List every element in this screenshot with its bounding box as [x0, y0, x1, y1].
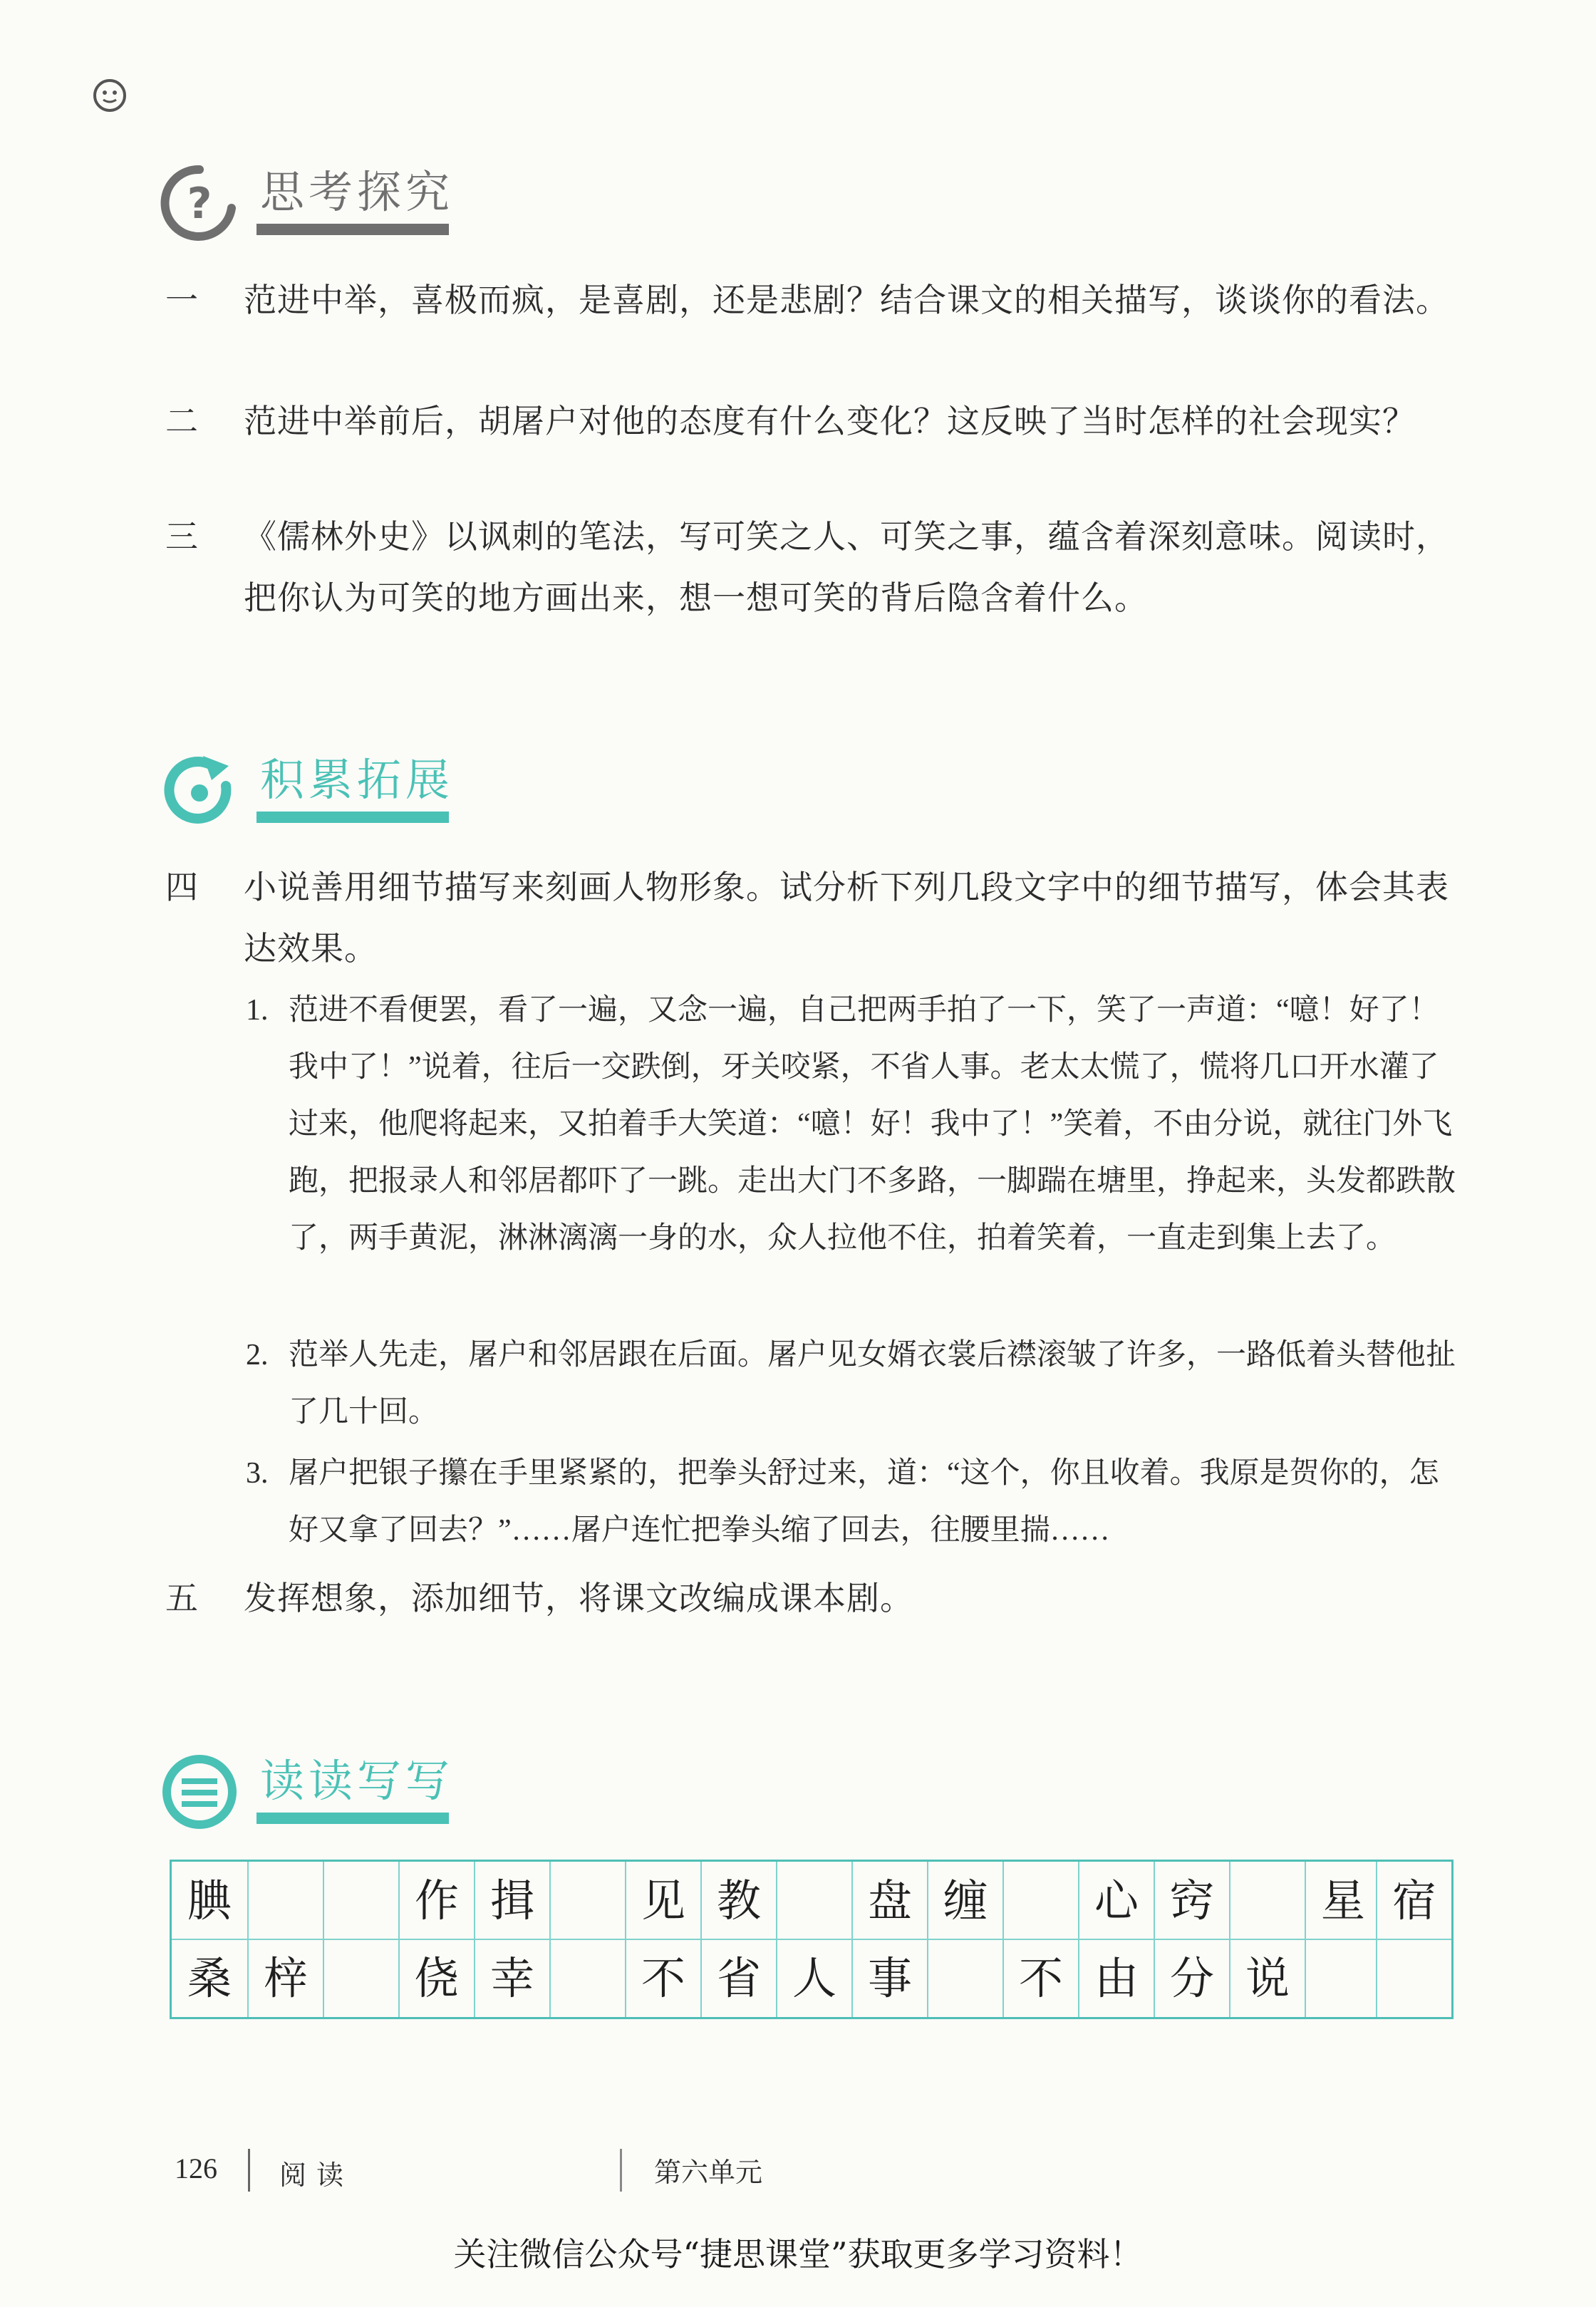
vocab-cell: 侥: [398, 1939, 474, 2017]
vocab-cell: 幸: [474, 1939, 549, 2017]
vocab-cell: 揖: [474, 1862, 549, 1939]
section-underline: [256, 812, 449, 823]
vocab-cell: [776, 1862, 851, 1939]
vocab-cell: [549, 1939, 625, 2017]
excerpt-2: 2. 范举人先走，屠户和邻居跟在后面。屠户见女婿衣裳后襟滚皱了许多，一路低着头替他扯了几十回。: [246, 1339, 1456, 1429]
section-header-readwrite: [160, 1753, 531, 1838]
footer-divider: [248, 2149, 250, 2192]
footer-section-label: 阅读: [279, 2160, 354, 2191]
vocab-cell: [323, 1862, 398, 1939]
vocab-cell: 盘: [851, 1862, 927, 1939]
svg-text:?: ?: [187, 179, 212, 229]
vocab-cell: 说: [1229, 1939, 1305, 2017]
vocab-cell: 梓: [247, 1939, 323, 2017]
vocab-cell: [1229, 1862, 1305, 1939]
vocab-cell: [1002, 1862, 1078, 1939]
vocab-cell: 由: [1078, 1939, 1154, 2017]
section-title-accumulate: 积累拓展: [260, 754, 455, 806]
question-3: 三 《儒林外史》以讽刺的笔法，写可笑之人、可笑之事，蕴含着深刻意味。阅读时，把你认为可笑的地方画出来，想一想可笑的背后隐含着什么。: [165, 517, 1449, 617]
footer-divider: [620, 2149, 622, 2192]
question-5: 五 发挥想象，添加细节，将课文改编成课本剧。: [165, 1579, 913, 1617]
vocab-cell: 星: [1305, 1862, 1380, 1939]
page-number: 126: [175, 2152, 217, 2184]
vocab-row-1: [172, 1862, 1451, 1939]
section-header-think: [160, 164, 531, 249]
question-icon: [160, 164, 239, 242]
question-4: 四 小说善用细节描写来刻画人物形象。试分析下列几段文字中的细节描写，体会其表达效果。: [165, 868, 1449, 968]
excerpt-3: 3. 屠户把银子攥在手里紧紧的，把拳头舒过来，道：“这个，你且收着。我原是贺你的，怎好又拿了回去？”……屠户连忙把拳头缩了回去，往腰里揣……: [246, 1457, 1439, 1547]
vocab-cell: 窍: [1154, 1862, 1229, 1939]
vocab-cell: [247, 1862, 323, 1939]
section-title-think: 思考探究: [260, 166, 455, 218]
vocab-cell: 不: [1002, 1939, 1078, 2017]
vocab-cell: 见: [625, 1862, 700, 1939]
list-lines-icon: [160, 1753, 239, 1831]
question-1: 一 范进中举，喜极而疯，是喜剧，还是悲剧？结合课文的相关描写，谈谈你的看法。: [165, 281, 1449, 319]
section-underline: [256, 1813, 449, 1824]
vocab-cell: [323, 1939, 398, 2017]
question-2: 二 范进中举前后，胡屠户对他的态度有什么变化？这反映了当时怎样的社会现实？: [165, 402, 1416, 440]
vocab-cell: [927, 1939, 1002, 2017]
vocab-row-2: [172, 1939, 1451, 2017]
section-title-readwrite: 读读写写: [260, 1755, 455, 1807]
vocab-cell: 腆: [187, 1875, 232, 1927]
vocab-cell: 宿: [1376, 1862, 1451, 1939]
vocab-cell: 桑: [187, 1952, 232, 2004]
vocab-cell: 作: [398, 1862, 474, 1939]
vocab-cell: [1376, 1939, 1451, 2017]
vocab-cell: [1305, 1939, 1380, 2017]
promo-text: 关注微信公众号“捷思课堂”获取更多学习资料！: [453, 2235, 1143, 2274]
footer-unit-label: 第六单元: [654, 2157, 763, 2188]
smiley-icon: [91, 77, 128, 114]
vocab-cell: [549, 1862, 625, 1939]
vocab-cell: 分: [1154, 1939, 1229, 2017]
vocab-cell: 不: [625, 1939, 700, 2017]
vocab-cell: 事: [851, 1939, 927, 2017]
vocab-cell: 省: [700, 1939, 776, 2017]
vocab-cell: 教: [700, 1862, 776, 1939]
section-header-accumulate: [160, 752, 531, 837]
excerpt-1: 1. 范进不看便罢，看了一遍，又念一遍，自己把两手拍了一下，笑了一声道：“噫！好了！我中了！”说着，往后一交跌倒，牙关咬紧，不省人事。老太太慌了，慌将几口开水灌了过来，他爬将起来，又拍着手大笑道：“噫！好！我中了！”笑着，不由分说，就往门外飞跑，把报录人和邻居都吓了一跳。走出大门不多路，一脚踹在塘里，挣起来，头发都跌散了，两手黄泥，淋淋漓漓一身的水，众人拉他不住，拍着笑着，一直走到集上去了。: [246, 994, 1456, 1255]
refresh-arrow-icon: [160, 752, 239, 830]
vocab-cell: 心: [1078, 1862, 1154, 1939]
vocab-cell: 人: [776, 1939, 851, 2017]
section-underline: [256, 224, 449, 235]
vocab-grid: [170, 1860, 1454, 2019]
vocab-cell: 缠: [927, 1862, 1002, 1939]
